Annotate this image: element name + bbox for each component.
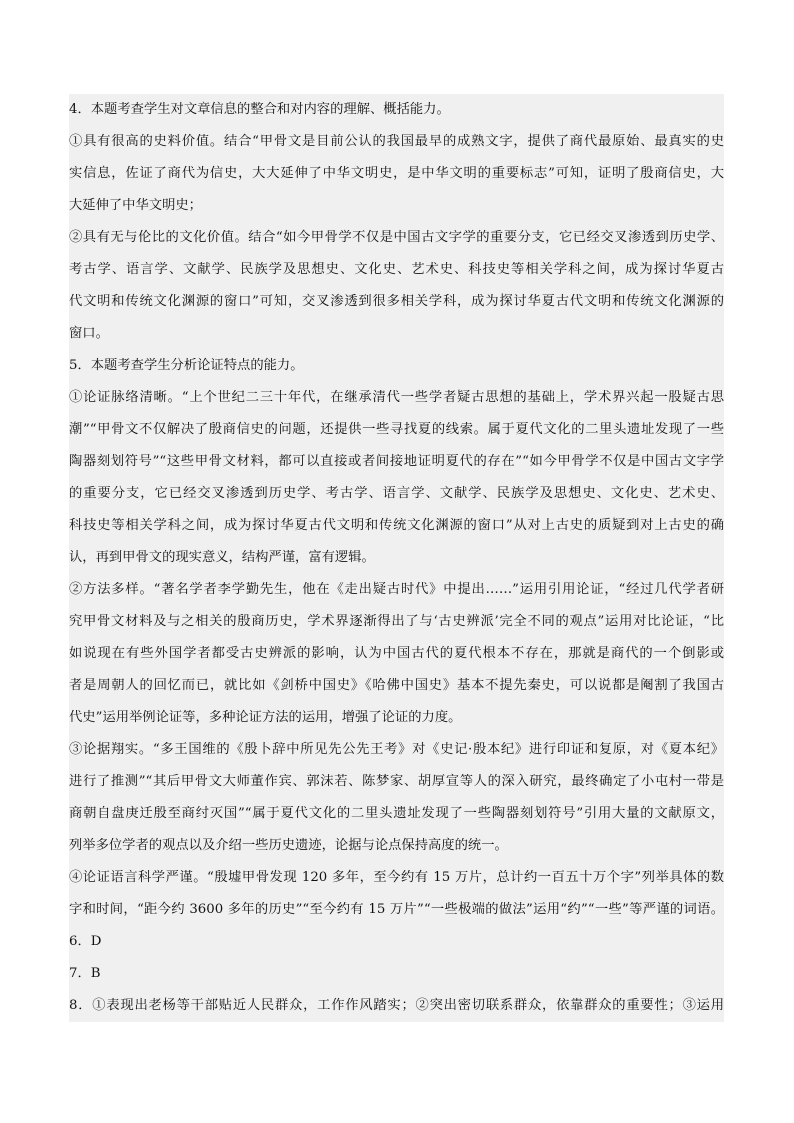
text-line: ③论据翔实。“多王国维的《殷卜辞中所见先公先王考》对《史记·殷本纪》进行印证和复原，对《夏本纪》 (69, 734, 724, 766)
text-line: ①具有很高的史料价值。结合“甲骨文是目前公认的我国最早的成熟文字，提供了商代最原始、最真实的史 (69, 126, 724, 158)
text-line: ②方法多样。“著名学者李学勤先生，他在《走出疑古时代》中提出……”运用引用论证，“经过几代学者研 (69, 574, 724, 606)
text-line: 陶器刻划符号”“这些甲骨文材料，都可以直接或者间接地证明夏代的存在”“如今甲骨学不仅是中国古文字学 (69, 446, 724, 478)
text-line: 列举多位学者的观点以及介绍一些历史遗迹，论据与论点保持高度的统一。 (69, 830, 724, 862)
text-line: ②具有无与伦比的文化价值。结合“如今甲骨学不仅是中国古文字学的重要分支，它已经交叉渗透到历史学、 (69, 222, 724, 254)
text-line: ①论证脉络清晰。“上个世纪二三十年代，在继承清代一些学者疑古思想的基础上，学术界兴起一股疑古思 (69, 382, 724, 414)
text-line: 者是周朝人的回忆而已，就比如《剑桥中国史》《哈佛中国史》基本不提先秦史，可以说都是阉割了我国古 (69, 670, 724, 702)
text-line: 考古学、语言学、文献学、民族学及思想史、文化史、艺术史、科技史等相关学科之间，成为探讨华夏古 (69, 254, 724, 286)
text-line: 窗口。 (69, 318, 724, 350)
text-line: 代文明和传统文化渊源的窗口”可知，交叉渗透到很多相关学科，成为探讨华夏古代文明和传统文化渊源的 (69, 286, 724, 318)
text-line: 代史”运用举例论证等，多种论证方法的运用，增强了论证的力度。 (69, 702, 724, 734)
text-line: 潮”“甲骨文不仅解决了殷商信史的问题，还提供一些寻找夏的线索。属于夏代文化的二里头遗址发现了一些 (69, 414, 724, 446)
text-line: 实信息，佐证了商代为信史，大大延伸了中华文明史，是中华文明的重要标志”可知，证明了殷商信史，大 (69, 158, 724, 190)
text-line: 商朝自盘庚迁殷至商纣灭国”“属于夏代文化的二里头遗址发现了一些陶器刻划符号”引用大量的文献原文， (69, 798, 724, 830)
text-line: 7．B (69, 958, 724, 990)
text-line: 如说现在有些外国学者都受古史辨派的影响，认为中国古代的夏代根本不存在，那就是商代的一个倒影或 (69, 638, 724, 670)
text-line: 科技史等相关学科之间，成为探讨华夏古代文明和传统文化渊源的窗口”从对上古史的质疑到对上古史的确 (69, 510, 724, 542)
text-line: 8．①表现出老杨等干部贴近人民群众，工作作风踏实；②突出密切联系群众，依靠群众的重要性；③运用 (69, 990, 724, 1022)
text-line: 究甲骨文材料及与之相关的殷商历史，学术界逐渐得出了与‘古史辨派’完全不同的观点”运用对比论证，“比 (69, 606, 724, 638)
answer-document (69, 94, 724, 1022)
text-line: ④论证语言科学严谨。“殷墟甲骨发现 120 多年，至今约有 15 万片，总计约一百五十万个字”列举具体的数 (69, 862, 724, 894)
text-line: 4．本题考查学生对文章信息的整合和对内容的理解、概括能力。 (69, 94, 724, 126)
text-line: 6．D (69, 926, 724, 958)
text-line: 大延伸了中华文明史； (69, 190, 724, 222)
text-line: 认，再到甲骨文的现实意义，结构严谨，富有逻辑。 (69, 542, 724, 574)
text-line: 字和时间，“距今约 3600 多年的历史”“至今约有 15 万片”“一些极端的做法”运用“约”“一些”等严谨的词语。 (69, 894, 724, 926)
text-line: 的重要分支，它已经交叉渗透到历史学、考古学、语言学、文献学、民族学及思想史、文化史、艺术史、 (69, 478, 724, 510)
text-line: 进行了推测”“其后甲骨文大师董作宾、郭沫若、陈梦家、胡厚宣等人的深入研究，最终确定了小屯村一带是 (69, 766, 724, 798)
text-line: 5．本题考查学生分析论证特点的能力。 (69, 350, 724, 382)
